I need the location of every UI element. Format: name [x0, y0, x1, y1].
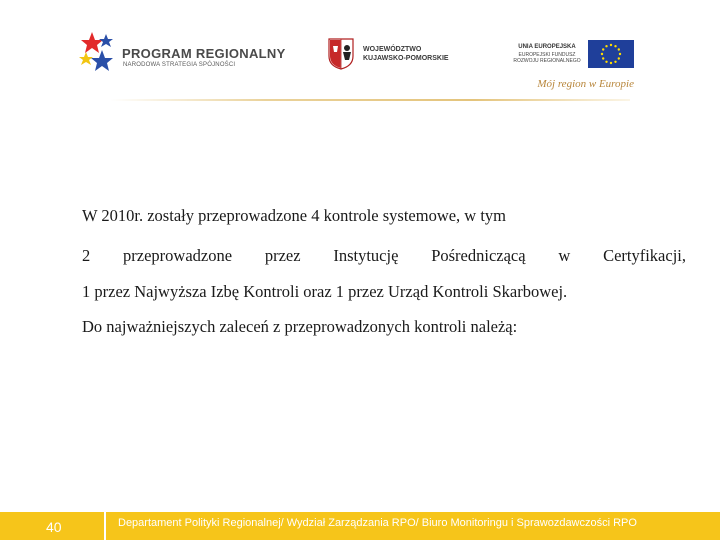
page-number: 40 [46, 519, 62, 535]
footer-divider [104, 512, 106, 540]
footer-department-text: Departament Polityki Regionalnej/ Wydział Zarządzania RPO/ Biuro Monitoringu i Sprawozdawczości RPO [118, 517, 637, 529]
paragraph-2-word: przeprowadzone [123, 246, 233, 265]
paragraph-4: Do najważniejszych zaleceń z przeprowadzonych kontroli należą: [82, 317, 518, 336]
page-number-box [0, 512, 104, 540]
program-subtitle: NARODOWA STRATEGIA SPÓJNOŚCI [123, 62, 236, 68]
header-divider [110, 99, 630, 101]
paragraph-2-word: 2 [82, 246, 91, 265]
eu-title: UNIA EUROPEJSKA [518, 44, 576, 50]
coat-of-arms-icon [328, 38, 354, 70]
paragraph-3: 1 przez Najwyższa Izbę Kontroli oraz 1 przez Urząd Kontroli Skarbowej. [82, 282, 568, 301]
region-name-line2: KUJAWSKO-POMORSKIE [363, 55, 449, 62]
paragraph-2-word: w [558, 246, 571, 265]
paragraph-2 [82, 246, 686, 266]
eu-flag-icon [588, 40, 634, 68]
eu-logo [508, 40, 638, 100]
program-regionalny-logo [78, 30, 288, 80]
paragraph-2-word: Certyfikacji, [603, 246, 686, 265]
eu-motto: Mój region w Europie [537, 78, 634, 90]
stars-emblem-icon [78, 30, 118, 74]
eu-fund-line2: ROZWOJU REGIONALNEGO [513, 58, 581, 64]
paragraph-2-word: Instytucję [333, 246, 399, 265]
paragraph-2-word: przez [264, 246, 301, 265]
program-title: PROGRAM REGIONALNY [122, 46, 286, 61]
region-name-line1: WOJEWÓDZTWO [363, 46, 422, 53]
paragraph-1: W 2010r. zostały przeprowadzone 4 kontrole systemowe, w tym [82, 206, 507, 225]
paragraph-2-word: Pośredniczącą [431, 246, 526, 265]
footer-bar [0, 512, 720, 540]
kujawsko-pomorskie-logo [328, 38, 478, 78]
eu-fund-line1: EUROPEJSKI FUNDUSZ [518, 52, 576, 58]
